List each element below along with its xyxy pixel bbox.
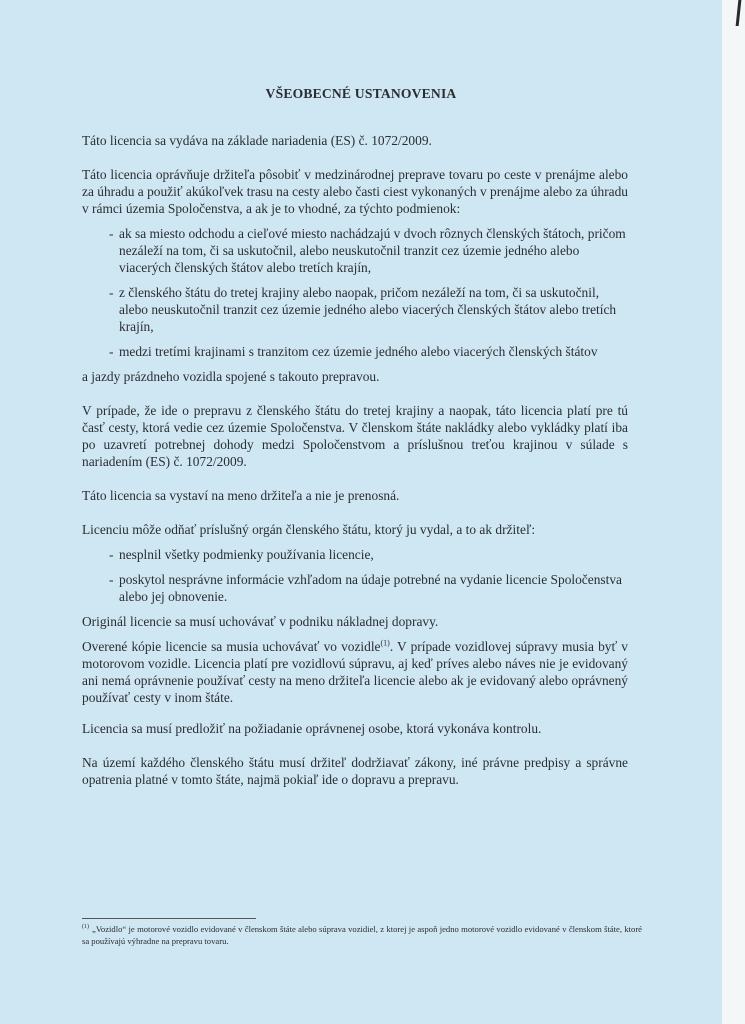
list-item: - nesplnil všetky podmienky používania licencie, [82, 546, 628, 563]
list-item: - medzi tretími krajinami s tranzitom cez územie jedného alebo viacerých členských štátov [82, 343, 628, 360]
list-item: - z členského štátu do tretej krajiny alebo naopak, pričom nezáleží na tom, či sa uskutočnil, alebo neuskutočnil tranzit cez územie jedného alebo viacerých členských štátov alebo tretích krajín, [82, 284, 628, 335]
conditions-list [82, 225, 628, 360]
list-item: - poskytol nesprávne informácie vzhľadom na údaje potrebné na vydanie licencie Spoločenstva alebo jej obnovenie. [82, 571, 628, 605]
page-title: VŠEOBECNÉ USTANOVENIA [265, 86, 457, 101]
page-edge [722, 0, 745, 1024]
paragraph-withdrawal: Licenciu môže odňať príslušný orgán členského štátu, ktorý ju vydal, a to ak držiteľ: [82, 522, 536, 537]
paragraph-legal-basis: Táto licencia sa vydáva na základe nariadenia (ES) č. 1072/2009. [82, 133, 432, 148]
paragraph-original: Originál licencie sa musí uchovávať v podniku nákladnej dopravy. [82, 614, 439, 629]
withdrawal-list [82, 546, 628, 605]
footnote-reference: (1) [380, 638, 390, 648]
paragraph-non-transferable: Táto licencia sa vystaví na meno držiteľa a nie je prenosná. [82, 488, 400, 503]
paragraph-certified-copies [82, 638, 628, 706]
footnote-text: „Vozidlo“ je motorové vozidlo evidované v členskom štáte alebo súprava vozidiel, z ktorej je aspoň jedno motorové vozidlo evidované v členskom štáte, ktoré sa používajú výhradne na prepravu tovaru. [82, 924, 642, 946]
footnote [82, 923, 642, 947]
paragraph-authorization: Táto licencia oprávňuje držiteľa pôsobiť v medzinárodnej preprave tovaru po ceste v prenájme alebo za úhradu a použiť akúkoľvek trasu na cesty alebo časti ciest vykonaných v prenájme alebo za úhradu v rámci územia Spoločenstva, a ak je to vhodné, za týchto podmienok: [82, 167, 628, 216]
list-item: - ak sa miesto odchodu a cieľové miesto nachádzajú v dvoch rôznych členských štátoch, pričom nezáleží na tom, či sa uskutočnil, alebo neuskutočnil tranzit cez územie jedného alebo viacerých členských štátov alebo tretích krajín, [82, 225, 628, 276]
copies-text-end: . V prípade vozidlovej súpravy musia byť v motorovom vozidle. Licencia platí pre vozidlovú súpravu, aj keď príves alebo náves nie je evidovaný ani nemá oprávnenie používať cesty na meno držiteľa licencie alebo ak je evidovaný alebo oprávnený používať cesty v inom štáte. [82, 639, 628, 705]
paragraph-inspection: Licencia sa musí predložiť na požiadanie oprávnenej osobe, ktorá vykonáva kontrolu. [82, 721, 542, 736]
paragraph-empty-journeys: a jazdy prázdneho vozidla spojené s takouto prepravou. [82, 369, 380, 384]
copies-text-start: Overené kópie licencie sa musia uchovávať vo vozidle [82, 639, 381, 654]
footnote-divider [82, 918, 256, 919]
paragraph-third-country: V prípade, že ide o prepravu z členského štátu do tretej krajiny a naopak, táto licencia platí pre tú časť cesty, ktorá vedie cez územie Spoločenstva. V členskom štáte nakládky alebo vykládky platí iba po uzavretí potrebnej dohody medzi Spoločenstvom a príslušnou treťou krajinou v súlade s nariadením (ES) č. 1072/2009. [82, 403, 628, 469]
document-body [82, 132, 628, 788]
footnote-number: (1) [82, 924, 89, 931]
paragraph-compliance: Na území každého členského štátu musí držiteľ dodržiavať zákony, iné právne predpisy a správne opatrenia platné v tomto štáte, najmä pokiaľ ide o dopravu a prepravu. [82, 755, 628, 787]
